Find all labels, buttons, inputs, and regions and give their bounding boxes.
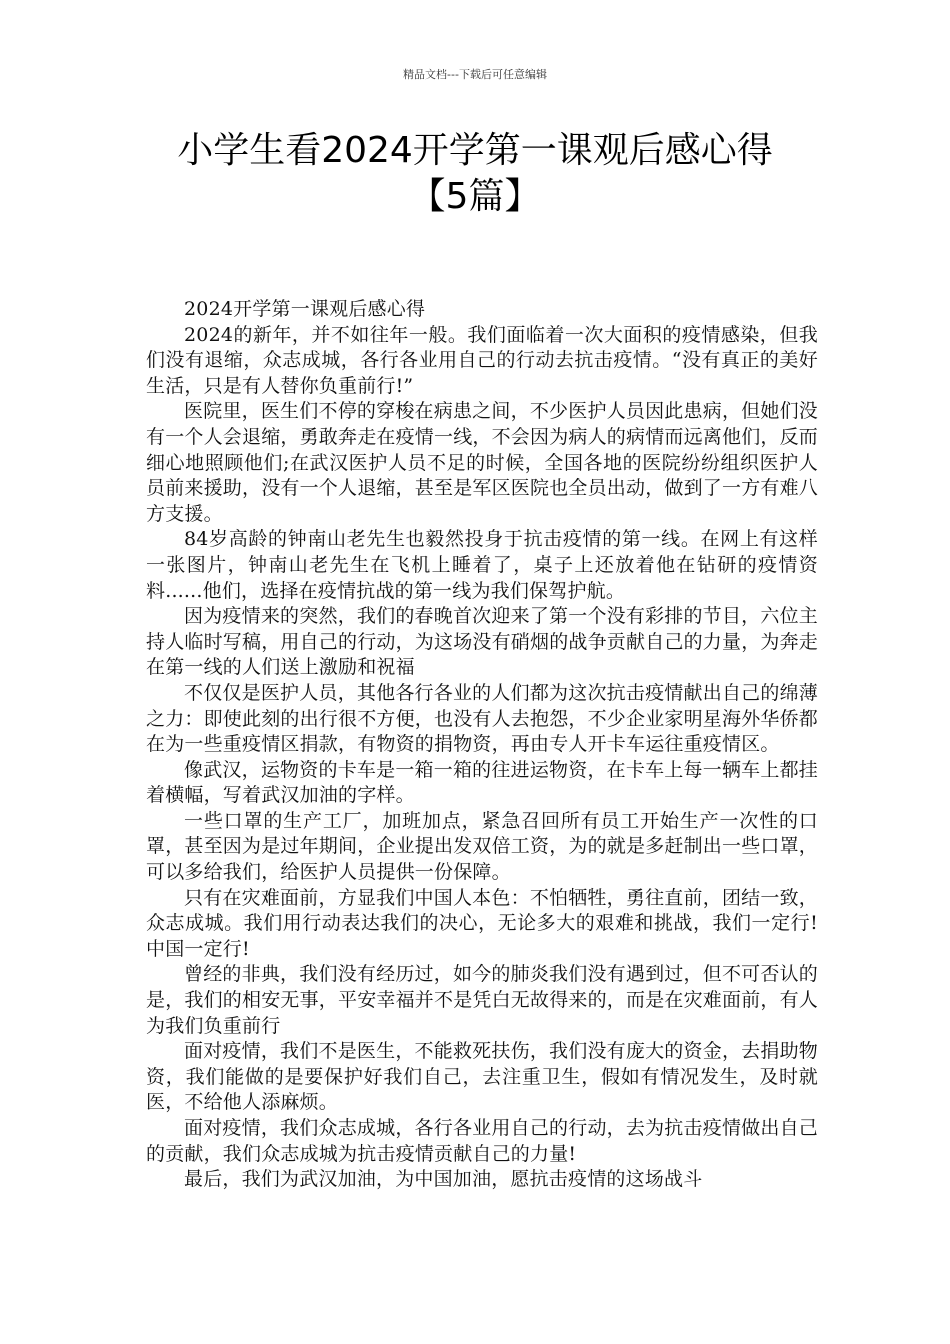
body-paragraph: 面对疫情，我们不是医生，不能救死扶伤，我们没有庞大的资金，去捐助物资，我们能做的是要保护好我们自己，去注重卫生，假如有情况发生，及时就医，不给他人添麻烦。	[146, 1040, 818, 1114]
body-paragraph: 面对疫情，我们众志成城，各行各业用自己的行动，去为抗击疫情做出自己的贡献，我们众志成城为抗击疫情贡献自己的力量!	[146, 1117, 818, 1165]
body-paragraph: 2024开学第一课观后感心得	[184, 298, 426, 320]
body-paragraph: 医院里，医生们不停的穿梭在病患之间，不少医护人员因此患病，但她们没有一个人会退缩，勇敢奔走在疫情一线，不会因为病人的病情而远离他们，反而细心地照顾他们;在武汉医护人员不足的时候，全国各地的医院纷纷组织医护人员前来援助，没有一个人退缩，甚至是军区医院也全员出动，做到了一方有难八方支援。	[146, 400, 819, 525]
body-paragraph: 因为疫情来的突然，我们的春晚首次迎来了第一个没有彩排的节目，六位主持人临时写稿，用自己的行动，为这场没有硝烟的战争贡献自己的力量，为奔走在第一线的人们送上激励和祝福	[146, 605, 819, 679]
body-paragraph: 像武汉，运物资的卡车是一箱一箱的往进运物资，在卡车上每一辆车上都挂着横幅，写着武汉加油的字样。	[146, 758, 818, 807]
body-paragraph: 2024的新年，并不如往年一般。我们面临着一次大面积的疫情感染，但我们没有退缩，众志成城，各行各业用自己的行动去抗击疫情。“没有真正的美好生活，只是有人替你负重前行!”	[146, 323, 818, 397]
body-paragraph: 一些口罩的生产工厂，加班加点，紧急召回所有员工开始生产一次性的口罩，甚至因为是过年期间，企业提出发双倍工资，为的就是多赶制出一些口罩，可以多给我们，给医护人员提供一份保障。	[146, 809, 819, 884]
document-title	[100, 128, 850, 220]
body-paragraph: 84岁高龄的钟南山老先生也毅然投身于抗击疫情的第一线。在网上有这样一张图片，钟南山老先生在飞机上睡着了，桌子上还放着他在钻研的疫情资料......他们，选择在疫情抗战的第一线为我们保驾护航。	[146, 528, 818, 602]
document-title-line-1: 小学生看2024开学第一课观后感心得	[177, 130, 773, 171]
document-body	[146, 297, 818, 1193]
page-header-note: 精品文档---下载后可任意编辑	[403, 68, 547, 81]
body-paragraph: 只有在灾难面前，方显我们中国人本色：不怕牺牲，勇往直前，团结一致，众志成城。我们用行动表达我们的决心，无论多大的艰难和挑战，我们一定行!中国一定行!	[146, 886, 818, 960]
body-paragraph: 曾经的非典，我们没有经历过，如今的肺炎我们没有遇到过，但不可否认的是，我们的相安无事，平安幸福并不是凭白无故得来的，而是在灾难面前，有人为我们负重前行	[146, 963, 819, 1037]
body-paragraph: 最后，我们为武汉加油，为中国加油，愿抗击疫情的这场战斗	[184, 1168, 703, 1191]
body-paragraph: 不仅仅是医护人员，其他各行各业的人们都为这次抗击疫情献出自己的绵薄之力：即使此刻的出行很不方便，也没有人去抱怨，不少企业家明星海外华侨都在为一些重疫情区捐款，有物资的捐物资，再由专人开卡车运往重疫情区。	[146, 681, 819, 756]
document-title-line-2: 【5篇】	[409, 176, 541, 217]
